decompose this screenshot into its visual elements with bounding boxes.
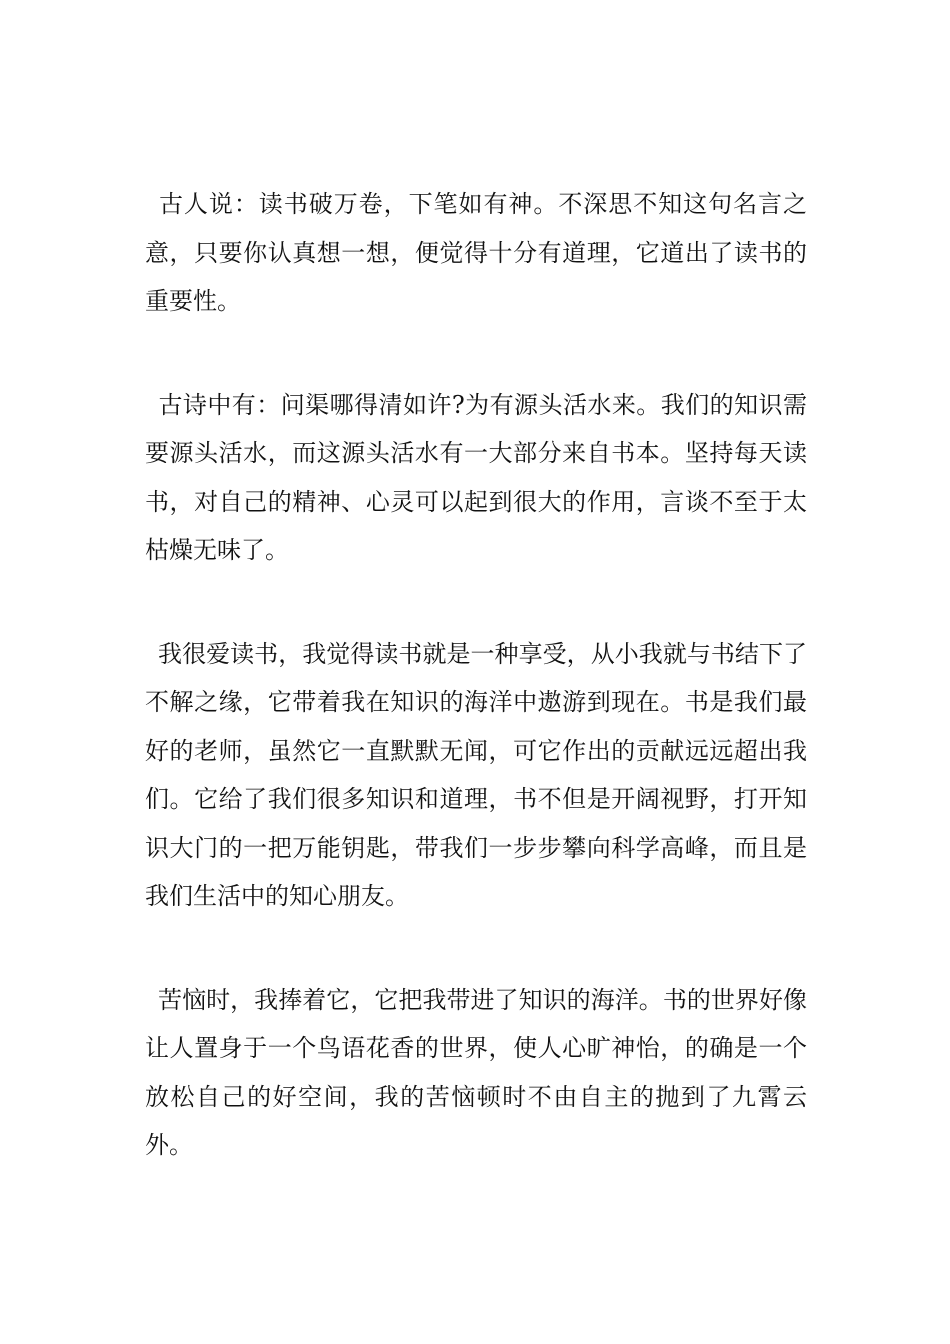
paragraph-2-text: 古诗中有：问渠哪得清如许?为有源头活水来。我们的知识需要源头活水，而这源头活水有一大部分来自书本。坚持每天读书，对自己的精神、心灵可以起到很大的作用，言谈不至于太枯燥无味了。: [145, 390, 807, 564]
paragraph-gap: [145, 326, 807, 381]
paragraph-1-text: 古人说：读书破万卷，下笔如有神。不深思不知这句名言之意，只要你认真想一想，便觉得十分有道理，它道出了读书的重要性。: [145, 190, 807, 315]
paragraph-1: [145, 180, 807, 326]
paragraph-3-text: 我很爱读书，我觉得读书就是一种享受，从小我就与书结下了不解之缘，它带着我在知识的海洋中遨游到现在。书是我们最好的老师，虽然它一直默默无闻，可它作出的贡献远远超出我们。它给了我们很多知识和道理，书不但是开阔视野，打开知识大门的一把万能钥匙，带我们一步步攀向科学高峰，而且是我们生活中的知心朋友。: [145, 639, 807, 910]
paragraph-gap: [145, 921, 807, 976]
document-body: [145, 180, 807, 1170]
paragraph-3: [145, 630, 807, 921]
paragraph-4-text: 苦恼时，我捧着它，它把我带进了知识的海洋。书的世界好像让人置身于一个鸟语花香的世界，使人心旷神怡，的确是一个放松自己的好空间，我的苦恼顿时不由自主的抛到了九霄云外。: [145, 985, 807, 1159]
paragraph-2: [145, 381, 807, 575]
paragraph-4: [145, 976, 807, 1170]
paragraph-gap: [145, 575, 807, 630]
